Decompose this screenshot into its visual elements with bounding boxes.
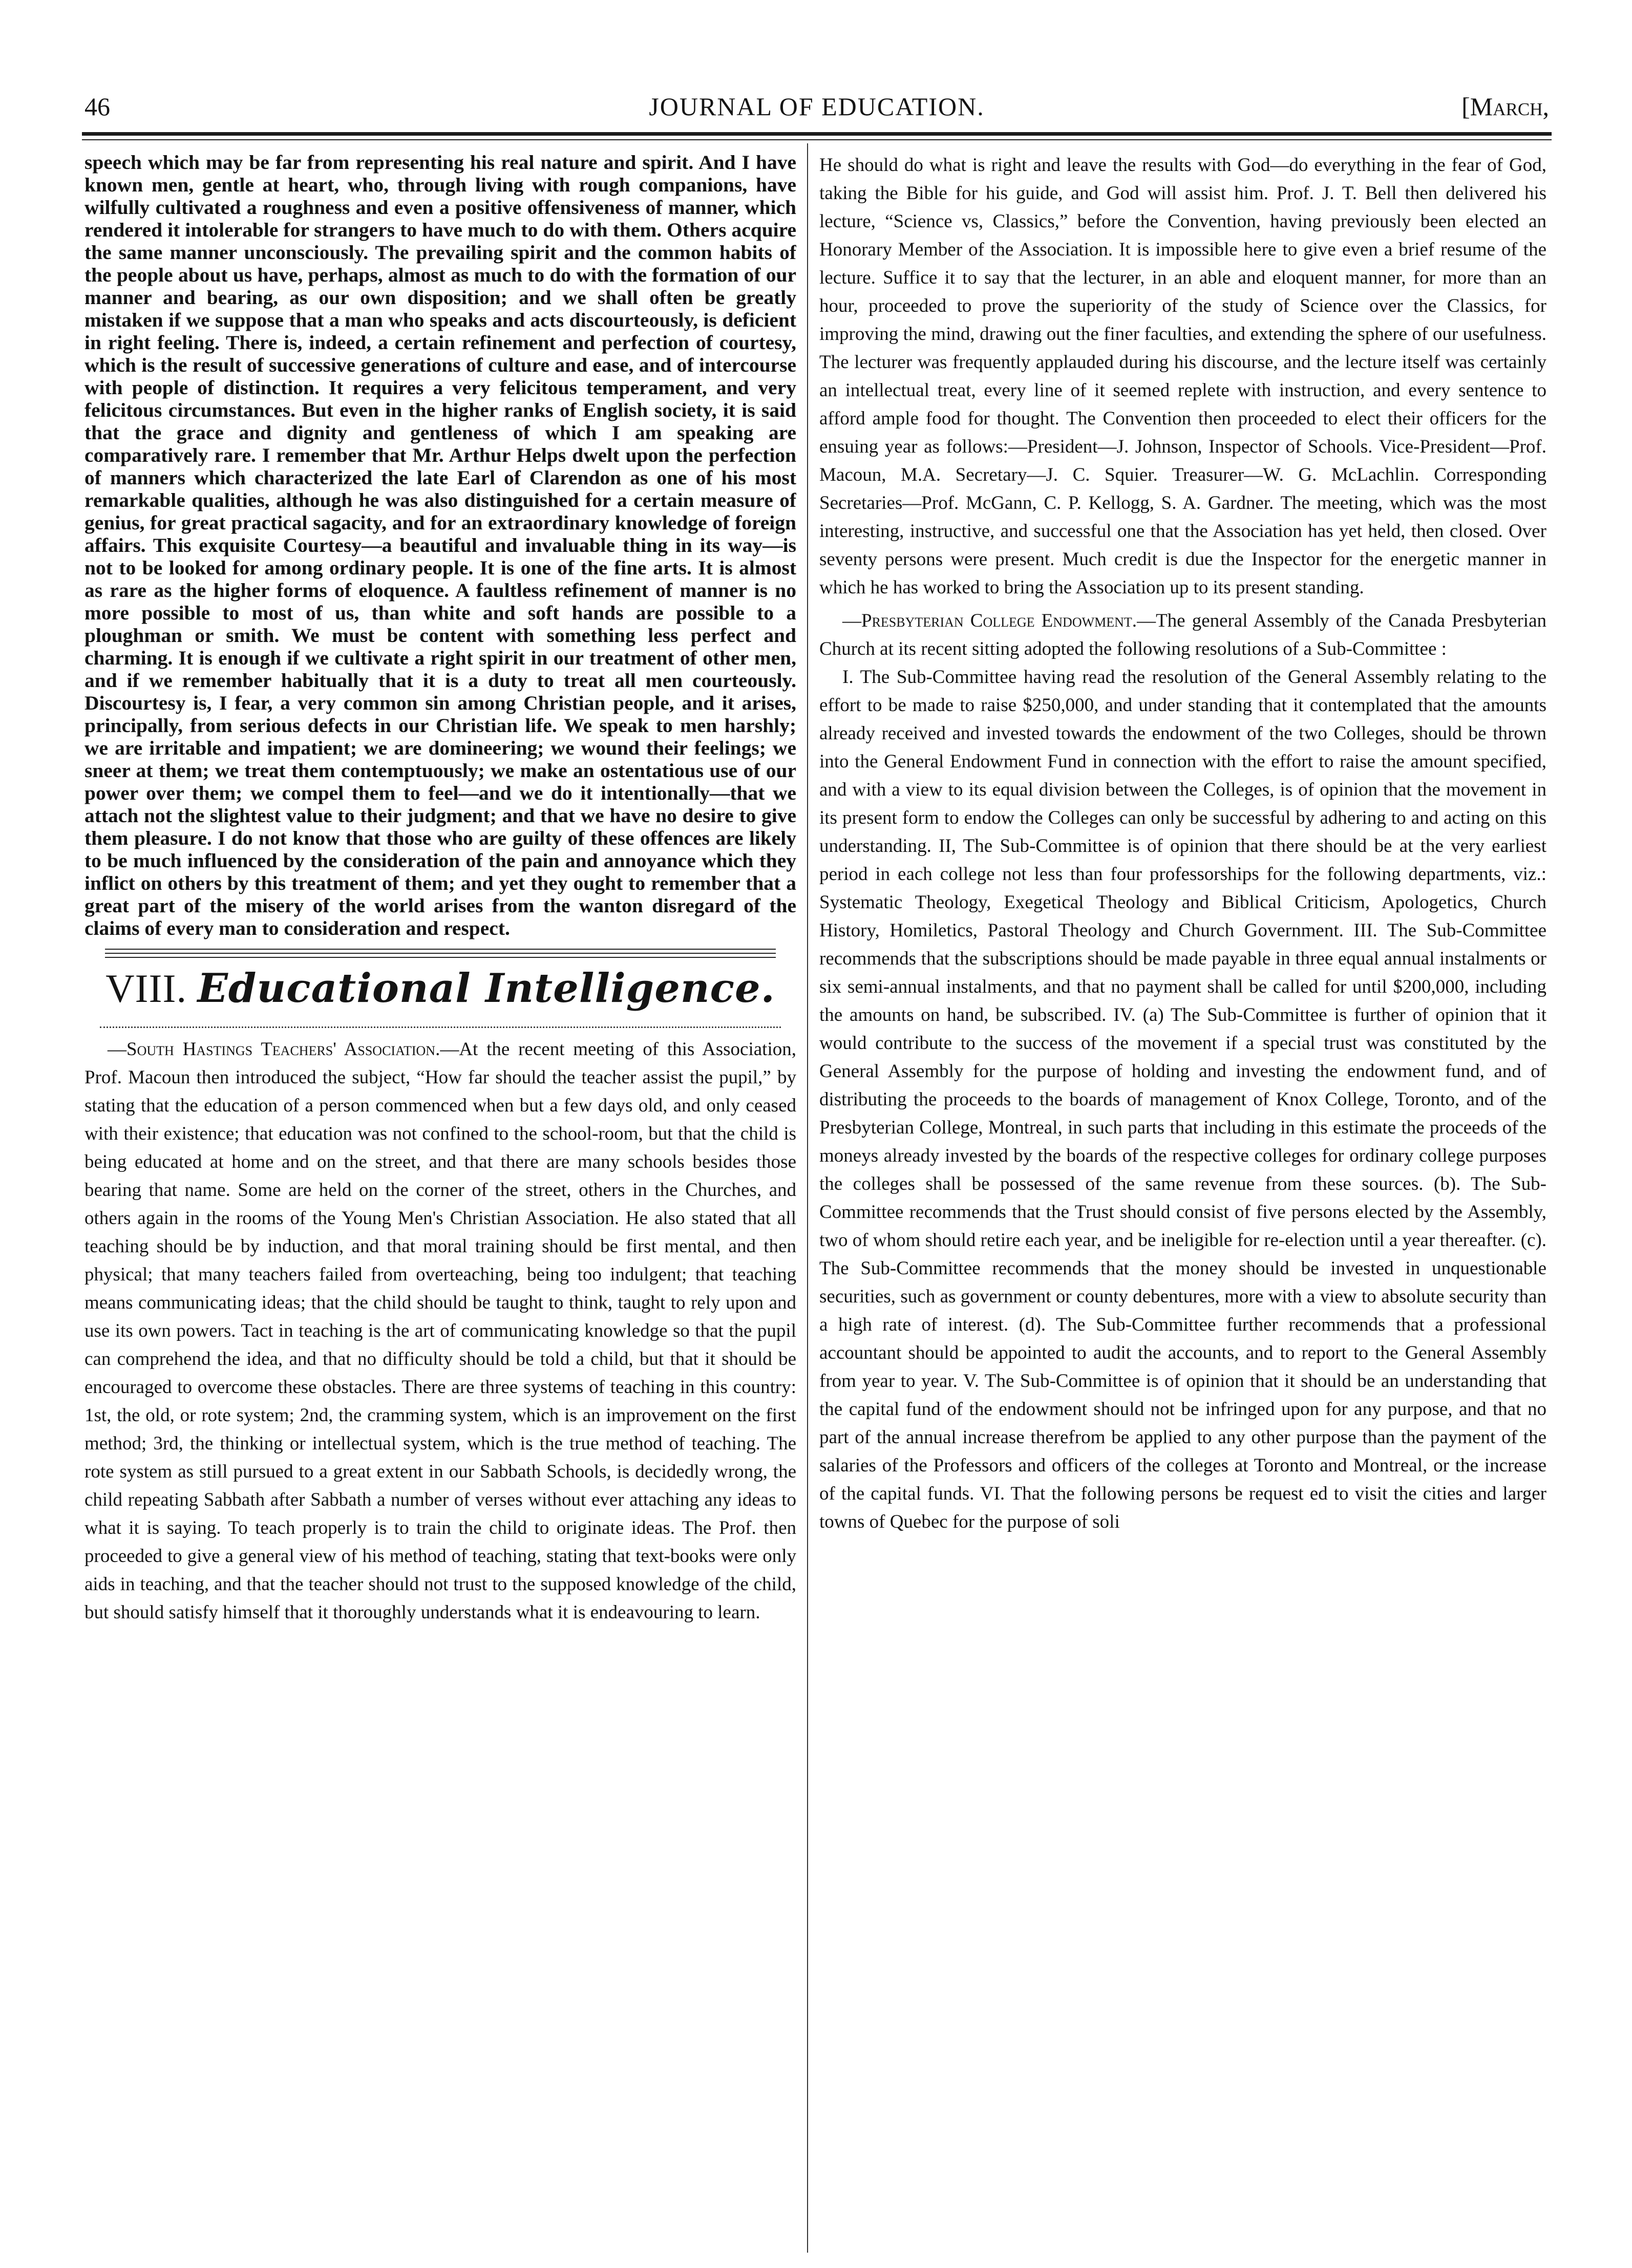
section-rule-top — [105, 949, 776, 950]
section-title — [84, 958, 796, 1019]
issue-month: [March, — [1461, 92, 1549, 121]
section-title-text: Educational Intelligence. — [197, 965, 775, 1012]
page-number: 46 — [84, 92, 110, 121]
article-lead: South Hastings Teachers' Association. — [126, 1039, 440, 1060]
section-rule-wavy — [100, 1019, 781, 1028]
column-divider — [807, 143, 808, 2253]
article-continuation: He should do what is right and leave the results with God—do everything in the fear of God, taking the Bible for his guide, and God will assist him. Prof. J. T. Bell then delivered his lecture, “Science vs, Classics,” before the Convention, having previously been elected an Honorary Member of the Association. It is impossible here to give even a brief resume of the lecture. Suffice it to say that the lecturer, in an able and eloquent manner, for more than an hour, proceeded to prove the superiority of the study of Science over the Classics, for improving the mind, drawing out the finer faculties, and extending the sphere of our usefulness. The lecturer was frequently applauded during his discourse, and the lecture itself was certainly an intellectual treat, every line of it seemed replete with instruction, and every sentence to afford ample food for thought. The Convention then proceeded to elect their officers for the ensuing year as follows:—President—J. Johnson, Inspector of Schools. Vice-President—Prof. Macoun, M.A. Secretary—J. C. Squier. Treasurer—W. G. McLachlin. Corresponding Secretaries—Prof. McGann, C. P. Kellogg, S. A. Gardner. The meeting, which was the most interesting, instructive, and successful one that the Association has yet held, then closed. Over seventy persons were present. Much credit is due the Inspector for the energetic manner in which he has worked to bring the Association up to its present standing. — [819, 155, 1546, 598]
journal-title: JOURNAL OF EDUCATION. — [649, 92, 985, 121]
section-number: VIII. — [105, 966, 187, 1011]
essay-paragraph: speech which may be far from representing his real nature and spirit. And I have known men, gentle at heart, who, through living with rough companions, have wilfully cultivated a roughness and even a positive offensiveness of manner, which rendered it intolerable for strangers to have much to do with them. Others acquire the same manner unconsciously. The prevailing spirit and the common habits of the people about us have, perhaps, almost as much to do with the formation of our manner and bearing, as our own disposition; and we shall often be greatly mistaken if we suppose that a man who speaks and acts discourteously, is deficient in right feeling. There is, indeed, a certain refinement and perfection of courtesy, which is the result of successive generations of culture and ease, and of intercourse with people of distinction. It requires a very felicitous temperament, and very felicitous circumstances. But even in the higher ranks of English society, it is said that the grace and dignity and gentleness of which I am speaking are comparatively rare. I remember that Mr. Arthur Helps dwelt upon the perfection of manners which characterized the late Earl of Clarendon as one of his most remarkable qualities, although he was also distinguished for a certain measure of genius, for great practical sagacity, and for an extraordinary knowledge of foreign affairs. This exquisite Courtesy—a beautiful and invaluable thing in its way—is not to be looked for among ordinary people. It is one of the fine arts. It is almost as rare as the higher forms of eloquence. A faultless refinement of manner is no more possible to most of us, than white and soft hands are possible to a ploughman or smith. We must be content with something less perfect and charming. It is enough if we cultivate a right spirit in our treatment of other men, and if we remember habitually that it is a duty to treat all men courteously. Discourtesy is, I fear, a very common sin among Christian people, and it arises, principally, from serious defects in our Christian life. We speak to men harshly; we are irritable and impatient; we are domineering; we wound their feelings; we sneer at them; we treat them contemptuously; we make an ostentatious use of our power over them; we compel them to feel—and we do it intentionally—that we attach not the slightest value to their judgment; and that we have no desire to give them pleasure. I do not know that those who are guilty of these offences are likely to be much influenced by the consideration of the pain and annoyance which they inflict on others by this treatment of them; and yet they ought to remember that a great part of the misery of the world arises from the wanton disregard of the claims of every man to consideration and respect. — [84, 151, 796, 939]
left-column — [84, 151, 796, 2255]
article-south-hastings: —South Hastings Teachers' Association.—At the recent meeting of this Association, Prof. Macoun then introduced the subject, “How far should the teacher assist the pupil,” by stating that the education of a person commenced when but a few days old, and only ceased with their existence; that education was not confined to the school-room, but that the child is being educated at home and on the street, and that there are many schools besides those bearing that name. Some are held on the corner of the street, others in the Churches, and others again in the rooms of the Young Men's Christian Association. He also stated that all teaching should be by induction, and that moral training should be first mental, and then physical; that many teachers failed from overteaching, being too indulgent; that teaching means communicating ideas; that the child should be taught to think, taught to rely upon and use its own powers. Tact in teaching is the art of communicating knowledge so that the pupil can comprehend the idea, and that no difficulty should be told a child, but that it should be encouraged to overcome these obstacles. There are three systems of teaching in this country: 1st, the old, or rote system; 2nd, the cramming system, which is an improvement on the first method; 3rd, the thinking or intellectual system, which is the true method of teaching. The rote system as still pursued to a great extent in our Sabbath Schools, is decidedly wrong, the child repeating Sabbath after Sabbath a number of verses without ever attaching any ideas to what it is saying. To teach properly is to train the child to originate ideas. The Prof. then proceeded to give a general view of his method of teaching, stating that text-books were only aids in teaching, and that the teacher should not trust to the supposed knowledge of the child, but should satisfy himself that it thoroughly understands what it is endeavouring to learn. — [84, 1039, 796, 1623]
section-heading — [84, 949, 796, 1028]
resolutions-paragraph: I. The Sub-Committee having read the resolution of the General Assembly relating to the effort to be made to raise $250,000, and under standing that it contemplated that the amounts already received and invested towards the endowment of the two Colleges, should be thrown into the General Endowment Fund in connection with the effort to raise the amount specified, and with a view to its equal division between the Colleges, is of opinion that the movement in its present form to endow the Colleges can only be successful by adhering to and acting on this understanding. II, The Sub-Committee is of opinion that there should be at the very earliest period in each college not less than four professorships for the following departments, viz.: Systematic Theology, Exegetical Theology and Biblical Criticism, Apologetics, Church History, Homiletics, Pastoral Theology and Church Government. III. The Sub-Committee recommends that the subscriptions should be made payable in three equal annual instalments or six semi-annual instalments, and that no payment shall be called for until $200,000, including the amounts on hand, be subscribed. IV. (a) The Sub-Committee is further of opinion that it would contribute to the success of the movement if a special trust was constituted by the General Assembly for the purpose of holding and investing the endowment fund, and of distributing the proceeds to the boards of management of Knox College, Toronto, and of the Presbyterian College, Montreal, in such parts that including in this estimate the proceeds of the moneys already invested by the boards of the respective colleges for ordinary college purposes the colleges shall be possessed of the same revenue from these sources. (b). The Sub-Committee recommends that the Trust should consist of five persons elected by the Assembly, two of whom should retire each year, and be ineligible for re-election until a year thereafter. (c). The Sub-Committee recommends that the money should be invested in unquestionable securities, such as government or county debentures, more with a view to absolute security than a high rate of interest. (d). The Sub-Committee further recommends that a professional accountant should be appointed to audit the accounts, and to report to the General Assembly from year to year. V. The Sub-Committee is of opinion that it should be an understanding that the capital fund of the endowment should not be infringed upon for any purpose, and that no part of the annual increase therefrom be applied to any other purpose than the payment of the salaries of the Professors and officers of the colleges at Toronto and Montreal, or the increase of the capital funds. VI. That the following persons be request ed to visit the cities and larger towns of Quebec for the purpose of soli — [819, 667, 1546, 1532]
article-lead: Presbyterian College Endowment. — [861, 610, 1137, 631]
header-rule-thick — [82, 132, 1552, 136]
right-column — [819, 151, 1546, 2255]
article-text: —The general Assembly of the Canada Presbyterian Church at its recent sitting adopted the following resolutions of a Sub-Committee : — [819, 610, 1546, 659]
header-rule-thin — [82, 139, 1552, 140]
section-rule-double — [105, 953, 776, 958]
page-header — [84, 86, 1549, 127]
article-presbyterian: —Presbyterian College Endowment.—The general Assembly of the Canada Presbyterian Church at its recent sitting adopted the following resolutions of a Sub-Committee : — [819, 610, 1546, 659]
article-text: —At the recent meeting of this Association, Prof. Macoun then introduced the subject, “How far should the teacher assist the pupil,” by stating that the education of a person commenced when but a few days old, and only ceased with their existence; that education was not confined to the school-room, but that the child is being educated at home and on the street, and that there are many schools besides those bearing that name. Some are held on the corner of the street, others in the Churches, and others again in the rooms of the Young Men's Christian Association. He also stated that all teaching should be by induction, and that moral training should be first mental, and then physical; that many teachers failed from overteaching, being too indulgent; that teaching means communicating ideas; that the child should be taught to think, taught to rely upon and use its own powers. Tact in teaching is the art of communicating knowledge so that the pupil can comprehend the idea, and that no difficulty should be told a child, but that it should be encouraged to overcome these obstacles. There are three systems of teaching in this country: 1st, the old, or rote system; 2nd, the cramming system, which is an improvement on the first method; 3rd, the thinking or intellectual system, which is the true method of teaching. The rote system as still pursued to a great extent in our Sabbath Schools, is decidedly wrong, the child repeating Sabbath after Sabbath a number of verses without ever attaching any ideas to what it is saying. To teach properly is to train the child to originate ideas. The Prof. then proceeded to give a general view of his method of teaching, stating that text-books were only aids in teaching, and that the teacher should not trust to the supposed knowledge of the child, but should satisfy himself that it thoroughly understands what it is endeavouring to learn. — [84, 1039, 796, 1623]
